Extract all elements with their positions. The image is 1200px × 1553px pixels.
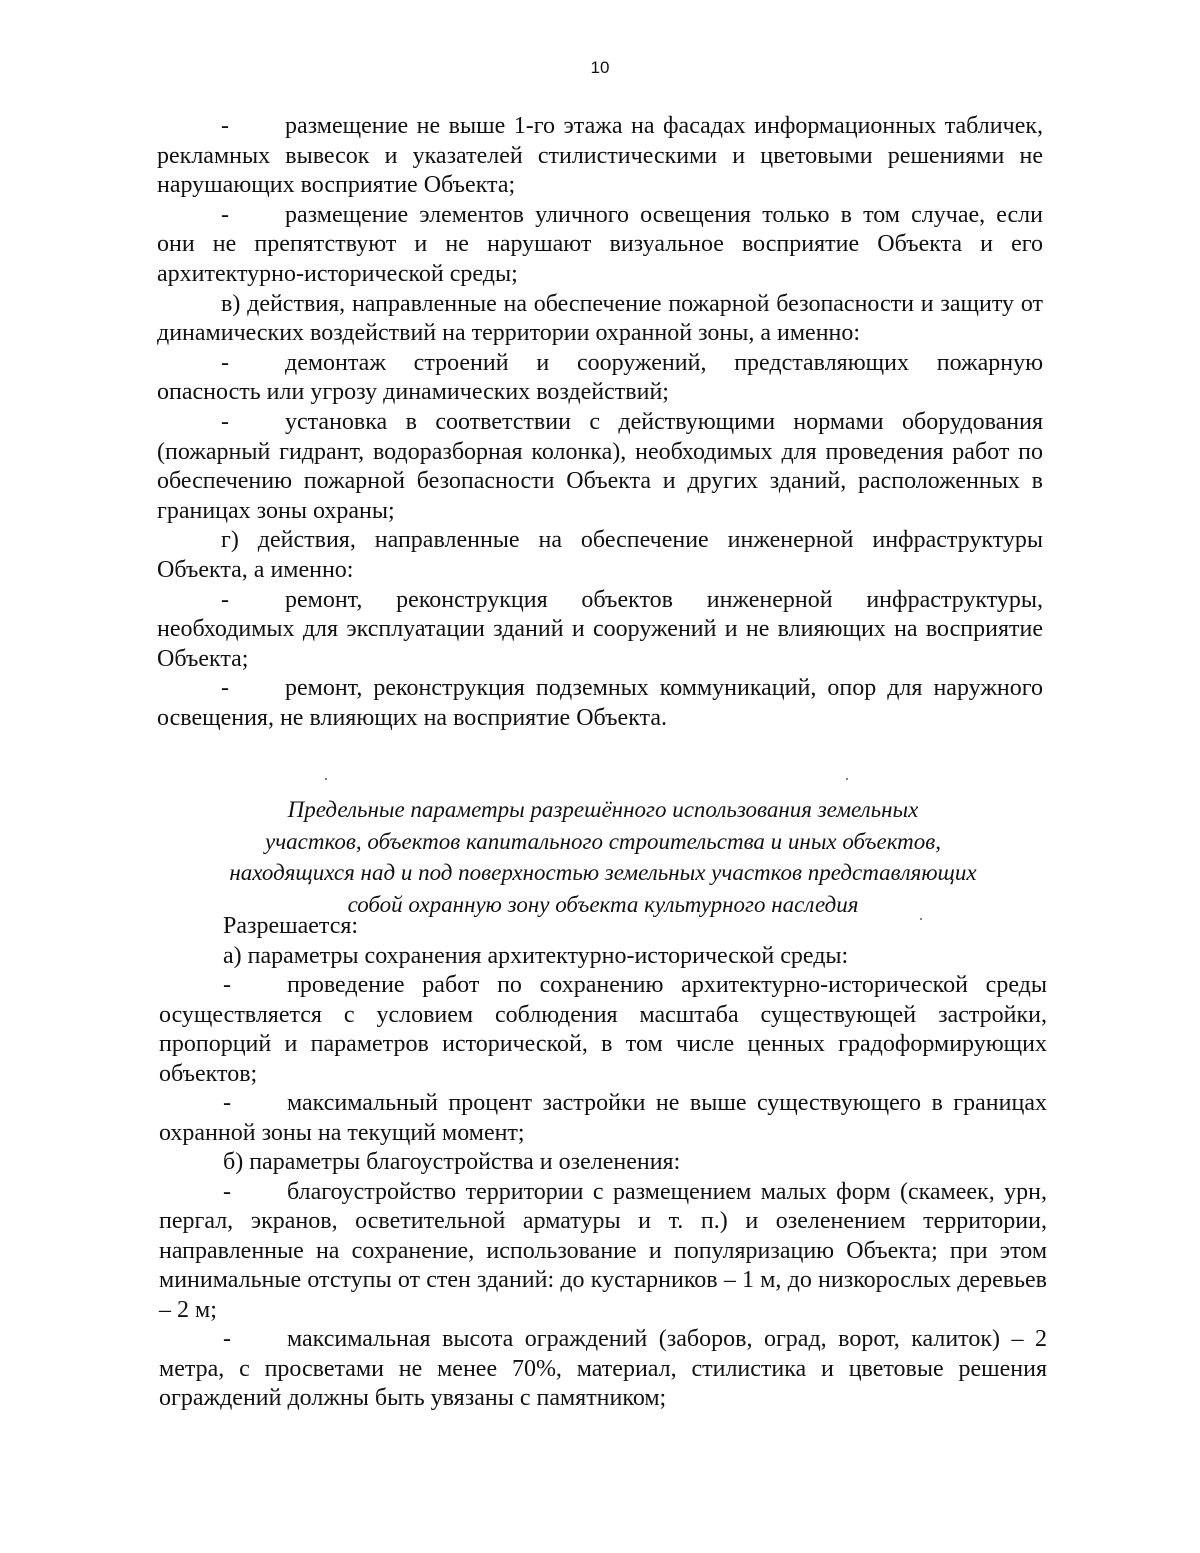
paragraph-text: размещение не выше 1-го этажа на фасадах информационных табличек, рекламных вывесок и указателей стилистическими и цветовыми решениями не нарушающих восприятие Объекта; xyxy=(157,113,1043,199)
paragraph xyxy=(157,349,1043,408)
heading-line: находящихся над и под поверхностью земельных участков представляющих xyxy=(229,860,977,885)
paragraph xyxy=(157,408,1043,526)
list-dash: - xyxy=(223,1178,231,1205)
heading-line: собой охранную зону объекта культурного наследия xyxy=(347,891,859,917)
paragraph xyxy=(159,1178,1047,1326)
paragraph-text: б) параметры благоустройства и озеленения: xyxy=(223,1149,681,1175)
list-dash: - xyxy=(223,972,231,998)
list-dash: - xyxy=(221,201,229,228)
heading-line: участков, объектов капитального строительства и иных объектов, xyxy=(265,828,941,854)
paragraph xyxy=(159,942,1047,972)
paragraph-text: ремонт, реконструкция объектов инженерной инфраструктуры, необходимых для эксплуатации зданий и сооружений и не влияющих на восприятие Объекта; xyxy=(157,586,1043,672)
paragraph-text: проведение работ по сохранению архитектурно-исторической среды осуществляется с условием соблюдения масштаба существующей застройки, пропорций и параметров исторической, в том числе ценных градоформирующих объектов; xyxy=(159,972,1047,1087)
paragraph xyxy=(157,674,1043,733)
paragraph xyxy=(157,586,1043,675)
paragraph xyxy=(157,290,1043,349)
section-parameters xyxy=(159,912,1047,1414)
section-heading xyxy=(160,794,1046,920)
paragraph-text: максимальная высота ограждений (заборов, оград, ворот, калиток) – 2 метра, с просветами не менее 70%, материал, стилистика и цветовые решения ограждений должны быть увязаны с памятником; xyxy=(159,1326,1047,1411)
paragraph xyxy=(159,1325,1047,1414)
paragraph-text: а) параметры сохранения архитектурно-исторической среды: xyxy=(223,942,849,969)
paragraph xyxy=(159,1089,1047,1148)
paragraph xyxy=(157,201,1043,290)
paragraph-text: г) действия, направленные на обеспечение инженерной инфраструктуры Объекта, а именно: xyxy=(157,527,1043,583)
paragraph-text: в) действия, направленные на обеспечение пожарной безопасности и защиту от динамических воздействий на территории охранной зоны, а именно: xyxy=(157,290,1043,347)
paragraph-text: установка в соответствии с действующими нормами оборудования (пожарный гидрант, водоразборная колонка), необходимых для проведения работ по обеспечению пожарной безопасности Объекта и других зданий, расположенных в границах зоны охраны; xyxy=(157,408,1043,524)
scan-speck xyxy=(325,778,327,780)
list-dash: - xyxy=(221,349,229,376)
paragraph xyxy=(157,526,1043,585)
paragraph-text: демонтаж строений и сооружений, представляющих пожарную опасность или угрозу динамических воздействий; xyxy=(157,349,1043,406)
section-permitted-actions xyxy=(157,112,1043,733)
paragraph-text: размещение элементов уличного освещения только в том случае, если они не препятствуют и не нарушают визуальное восприятие Объекта и его архитектурно-исторической среды; xyxy=(157,201,1043,287)
paragraph-text: благоустройство территории с размещением малых форм (скамеек, урн, пергал, экранов, осветительной арматуры и т. п.) и озеленением территории, направленные на сохранение, использование и популяризацию Объекта; при этом минимальные отступы от стен зданий: до кустарников – 1 м, до низкорослых деревьев – 2 м; xyxy=(159,1178,1047,1323)
paragraph-text: максимальный процент застройки не выше существующего в границах охранной зоны на текущий момент; xyxy=(159,1090,1047,1146)
scan-speck xyxy=(846,778,848,780)
list-dash: - xyxy=(223,1090,231,1116)
paragraph xyxy=(159,1148,1047,1178)
list-dash: - xyxy=(221,675,229,702)
paragraph xyxy=(159,971,1047,1089)
paragraph-text: ремонт, реконструкция подземных коммуникаций, опор для наружного освещения, не влияющих на восприятие Объекта. xyxy=(157,675,1043,731)
list-dash: - xyxy=(221,113,229,139)
paragraph xyxy=(159,912,1047,942)
list-dash: - xyxy=(223,1326,231,1352)
list-dash: - xyxy=(221,408,229,435)
paragraph xyxy=(157,112,1043,201)
page-number: 10 xyxy=(590,58,610,77)
paragraph-text: Разрешается: xyxy=(223,913,359,939)
heading-line: Предельные параметры разрешённого использования земельных xyxy=(287,797,919,822)
list-dash: - xyxy=(221,586,229,613)
